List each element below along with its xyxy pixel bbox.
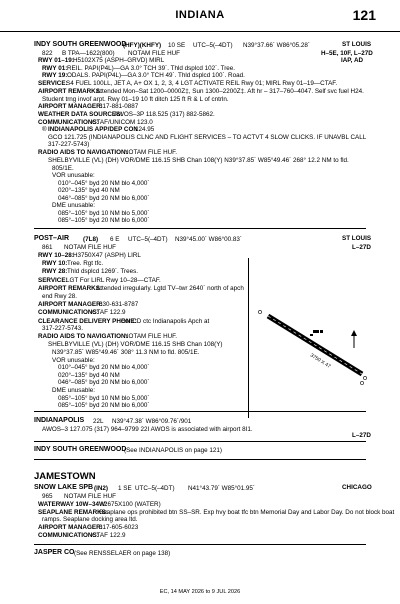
service-desc: LGT For LIRL Rwy 10–28—CTAF. [66,277,161,284]
chart-ref-chicago: CHICAGO [342,484,372,491]
remarks-line-2: end Rwy 28. [42,292,78,300]
remarks-line-1: Attended irregularly. Lgtd TV–twr 2640´ north of apch [96,285,244,292]
vor-unusable-2: 020°–135° byd 40 NM [58,187,120,194]
entry-divider [34,411,366,412]
weather-label: WEATHER DATA SOURCES: [38,111,123,118]
airport-name: JASPER CO [34,549,75,556]
app-dep-label: INDIANAPOLIS APP/DEP CON [48,126,138,133]
comm-label: COMMUNICATIONS: [38,118,99,126]
dme-unusable-1: 085°–105° byd 10 NM blo 5,000´ [58,209,150,217]
clearance-val-2: 317-227-5743. [42,325,83,332]
airport-notam: NOTAM FILE HUF [128,49,181,57]
chart-ref-l: L–27D [352,432,371,439]
comm-val: CTAF 122.9 [92,309,126,316]
entry-divider [34,459,366,460]
runway-01-label: RWY 01: [42,64,68,72]
airport-ident: (7L8) [83,236,99,243]
weather-val: AWOS–3P 118.525 (317) 882-5862. [114,111,215,118]
remarks-label: AIRPORT REMARKS: [38,285,103,292]
diagram-buildings [310,330,323,336]
airport-name: POST–AIR [34,235,70,242]
vor-line-2: N39°37.85´ W85°49.46´ 308° 11.3 NM to fld. 805/1E. [52,348,200,356]
comm-val: CTAF/UNICOM 123.0 [92,118,153,126]
runway-28-desc: Thld dsplcd 1269´. Trees. [67,268,139,275]
vor-unusable-1: 010°–045° byd 20 NM blo 4,000´ [58,179,150,187]
vor-unusable-2: 020°–135° byd 40 NM [58,371,120,379]
runway-dimension-label: 3750 X 47 [308,352,332,370]
manager-phone: 317-605-6023 [99,524,139,531]
runway-19-label: RWY 19: [42,72,68,79]
clearance-label: CLEARANCE DELIVERY PHONE: [38,317,137,325]
vor-unusable-label: VOR unusable: [52,172,95,179]
vor-unusable-3: 046°–085° byd 20 NM blo 6,000´ [58,194,150,202]
airport-name: INDY SOUTH GREENWOOD [34,446,127,453]
manager-phone: 317-881-0887 [99,103,139,110]
runway-head-label: RWY 10–28: [38,252,74,259]
effective-dates-footer: EC, 14 MAY 2026 to 9 JUL 2026 [159,589,241,595]
waterway-val: 2675X100 (WATER) [104,500,161,508]
dme-unusable-2: 085°–105° byd 20 NM blo 6,000´ [58,402,150,409]
vor-line-1: SHELBYVILLE (VL) (DH) VOR/DME 116.15 SHB Chan 108(Y) [48,341,223,348]
nav-label: RADIO AIDS TO NAVIGATION: [38,149,128,156]
manager-label: AIRPORT MANAGER: [38,524,103,531]
vor-line-1: SHELBYVILLE (VL) (DH) VOR/DME 116.15 SHB Chan 108(Y) N39°37.85´ W85°49.46´ 268° 12.2 NM to fld. [48,157,349,164]
dme-unusable-label: DME unusable: [52,387,96,394]
runway-10-desc: Tree. Rgt tfc. [67,260,104,267]
clearance-val: For CD ctc Indianapolis Apch at [121,317,210,325]
vor-unusable-label: VOR unusable: [52,356,95,364]
airport-location: 22L [93,418,104,425]
entry-divider [34,544,366,545]
runway-head-desc: H5102X75 (ASPH–GRVD) MIRL [73,57,165,64]
remarks-line-2: Student trng invof arpt. Rwy 01–19 10 ft ditch 125 ft R & L of cntrln. [42,95,229,103]
vor-unusable-1: 010°–045° byd 20 NM blo 4,000´ [58,364,150,371]
airport-utc: UTC–5(–4DT) [135,485,175,492]
airport-diagram [250,256,370,416]
airport-elevation: 822 [42,49,53,57]
see-reference: (See RENSSELAER on page 138) [74,550,171,557]
state-title: INDIANA [175,9,225,21]
airport-coords: N39°37.66´ W86°05.28´ [243,42,310,49]
remarks-line-1: Attended Mon–Sat 1200–0000Z‡, Sun 1300–2200Z‡. Aft hr – 317–760–4047. Self svc fuel H24. [96,88,364,95]
remarks-label: AIRPORT REMARKS: [38,88,103,95]
manager-phone: 630-631-8787 [99,300,139,308]
airport-elevation: 965 [42,492,53,500]
runway-19-desc: ODALS. PAPI(P4L)—GA 3.0° TCH 49´. Thld dsplcd 100´. Road. [67,72,245,79]
vor-line-2: 805/1E. [52,164,74,172]
comm-val: CTAF 122.9 [92,532,126,539]
runway-10-label: RWY 10: [42,260,68,267]
runway-head-desc: H3750X47 (ASPH) LIRL [73,252,141,259]
airport-notam: NOTAM FILE HUF [64,243,117,251]
airport-coords: N41°43.79´ W85°01.95´ [188,485,255,492]
dme-unusable-1: 085°–105° byd 10 NM blo 5,000´ [58,394,150,402]
runway-01-desc: REIL. PAPI(P4L)—GA 3.0° TCH 39´. Thld dsplcd 102´. Tree. [67,64,236,72]
seaplane-line-1: Seaplane ops prohibited btn SS–SR. Exp hvy boat tfc btn Memorial Day and Labor Day. Do not block boat [99,508,395,516]
gco-line-2: 317-227-5743) [48,141,90,148]
airport-name: INDY SOUTH GREENWOOD [34,41,127,48]
page-header [0,6,400,32]
airport-utc: UTC–5(–4DT) [128,236,168,243]
dme-unusable-label: DME unusable: [52,202,96,209]
chart-ref-st-louis: ST LOUIS [342,235,372,242]
airport-coords: N39°45.00´ W86°00.83´ [175,236,242,243]
chart-ref-h: H–5E, 10F, L–27D [321,49,373,57]
manager-label: AIRPORT MANAGER: [38,103,103,110]
app-dep-freq: 124.95 [135,126,155,133]
entry-divider [34,228,366,229]
nav-val: NOTAM FILE HUF. [124,333,178,340]
airport-location: 10 SE [168,42,186,49]
runway-head-label: RWY 01–19: [38,57,74,64]
vor-unusable-3: 046°–085° byd 20 NM blo 6,000´ [58,379,150,386]
page-number: 121 [352,7,376,23]
manager-label: AIRPORT MANAGER: [38,300,103,308]
airport-notam: NOTAM FILE HUF [64,492,117,500]
north-arrow-icon [351,330,357,348]
seaplane-line-2: ramps. Seaplane docking area ltd. [42,516,138,523]
service-label: SERVICE: [38,277,68,284]
header-rule [0,31,400,32]
chart-ref-st-louis: ST LOUIS [342,41,372,48]
runway-10-28 [268,316,362,374]
comm-label: COMMUNICATIONS: [38,532,99,539]
runway-28-label: RWY 28: [42,268,68,275]
airport-ident: (IN2) [94,485,108,492]
see-reference: (See INDIANAPOLIS on page 121) [124,447,223,454]
diagram-frame-line [248,258,249,418]
airport-elevation: 861 [42,243,53,251]
city-heading: JAMESTOWN [34,471,96,482]
awos-line: AWOS–3 127.075 (317) 964–9799 22I AWOS is associated with airport 8I1. [42,426,253,433]
radar-symbol-icon: ® [42,126,47,133]
dme-unusable-2: 085°–105° byd 20 NM blo 6,000´ [58,217,150,224]
entry-divider [34,441,366,442]
airport-name: INDIANAPOLIS [34,417,85,424]
waterway-label: WATERWAY 10W–34W: [38,500,107,508]
gco-line-1: GCO 121.725 (INDIANAPOLIS CLNC AND FLIGHT SERVICES – TO ACTVT 4 SLOW CLICKS. IF UNAVBL CALL [48,133,367,141]
airport-location: 1 SE [118,485,132,492]
comm-label: COMMUNICATIONS: [38,309,99,316]
airport-location: 6 E [110,236,120,243]
airport-coords: N39°47.38´ W86°09.76´/901 [112,418,192,425]
chart-ref-iap: IAP, AD [341,57,364,64]
nav-label: RADIO AIDS TO NAVIGATION: [38,333,128,340]
airport-utc: UTC–5(–4DT) [193,42,233,49]
service-label: SERVICE: [38,80,68,87]
service-desc: S4 FUEL 100LL, JET A, A+ OX 1, 2, 3, 4 LGT ACTIVATE REIL Rwy 01; MIRL Rwy 01–19—CTAF. [66,80,338,87]
airport-tpa: B TPA—1622(800) [62,49,115,57]
airport-ident: (HFY)(KHFY) [123,42,162,49]
chart-ref-l: L–27D [352,243,371,251]
nav-val: NOTAM FILE HUF. [124,149,178,156]
seaplane-label: SEAPLANE REMARKS: [38,508,108,516]
airport-name: SNOW LAKE SPB [34,484,94,491]
